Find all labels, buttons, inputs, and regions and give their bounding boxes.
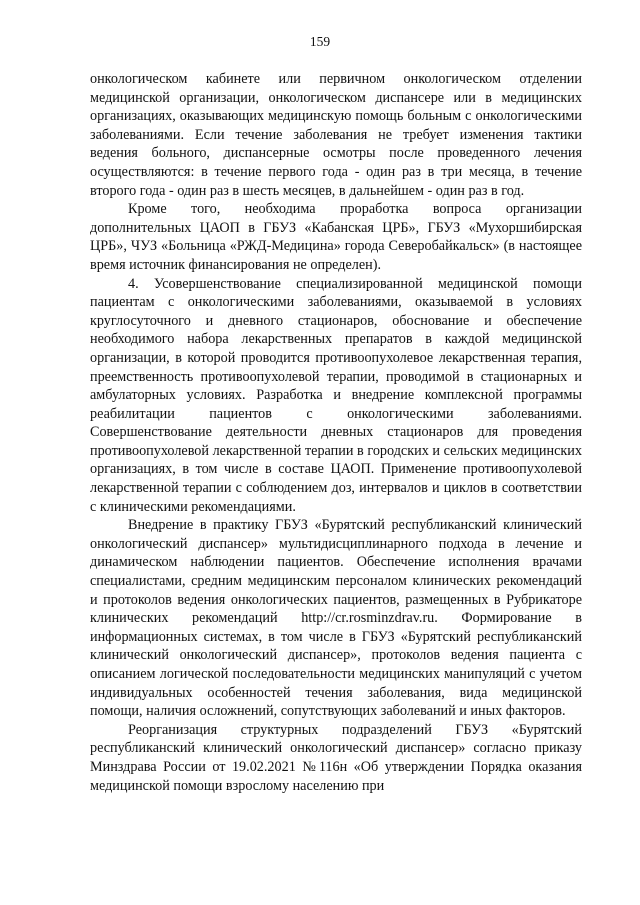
paragraph-item-4: 4. Усовершенствование специализированной медицинской помощи пациентам с онкологическими заболеваниями, оказываемой в условиях круглосуточного и дневного стационаров, обоснование и обеспечение необходимого набора лекарственных препаратов в каждой медицинской организации, в которой проводится противоопухолевое лекарственная терапия, преемственность противоопухолевой терапии, проводимой в стационарных и амбулаторных условиях. Разработка и внедрение комплексной программы реабилитации пациентов с онкологическими заболеваниями. Совершенствование деятельности дневных стационаров для проведения противоопухолевой лекарственной терапии в городских и сельских медицинских организациях, в том числе в составе ЦАОП. Применение противоопухолевой лекарственной терапии с соблюдением доз, интервалов и циклов в соответствии с клиническими рекомендациями. xyxy=(90,275,582,515)
paragraph-continuation: онкологическом кабинете или первичном онкологическом отделении медицинской организации, онкологическом диспансере или в медицинских организациях, оказывающих медицинскую помощь больным с онкологическими заболеваниями. Если течение заболевания не требует изменения тактики ведения больного, диспансерные осмотры после проведенного лечения осуществляются: в течение первого года - один раз в три месяца, в течение второго года - один раз в шесть месяцев, в дальнейшем - один раз в год. xyxy=(90,71,582,199)
page-number: 159 xyxy=(309,34,331,49)
body-text xyxy=(90,70,582,795)
paragraph-caop: Кроме того, необходима проработка вопроса организации дополнительных ЦАОП в ГБУЗ «Кабанская ЦРБ», ГБУЗ «Мухоршибирская ЦРБ», ЧУЗ «Больница «РЖД-Медицина» города Северобайкальск» (в настоящее время источник финансирования не определен). xyxy=(90,201,582,273)
paragraph-implementation: Внедрение в практику ГБУЗ «Бурятский республиканский клинический онкологический диспансер» мультидисциплинарного подхода в лечение и динамическом наблюдении пациентов. Обеспечение исполнения врачами специалистами, средним медицинским персоналом клинических рекомендаций и протоколов ведения онкологических пациентов, размещенных в Рубрикаторе клинических рекомендаций http://cr.rosminzdrav.ru. Формирование в информационных системах, в том числе в ГБУЗ «Бурятский республиканский клинический онкологический диспансер», протоколов ведения пациента с описанием логической последовательности медицинских манипуляций с учетом индивидуальных особенностей течения заболевания, вида медицинской помощи, наличия осложнений, сопутствующих заболеваний и иных факторов. xyxy=(90,517,582,720)
paragraph-reorganization: Реорганизация структурных подразделений ГБУЗ «Бурятский республиканский клинический онкологический диспансер» согласно приказу Минздрава России от 19.02.2021 №116н «Об утверждении Порядка оказания медицинской помощи взрослому населению при xyxy=(90,721,582,794)
